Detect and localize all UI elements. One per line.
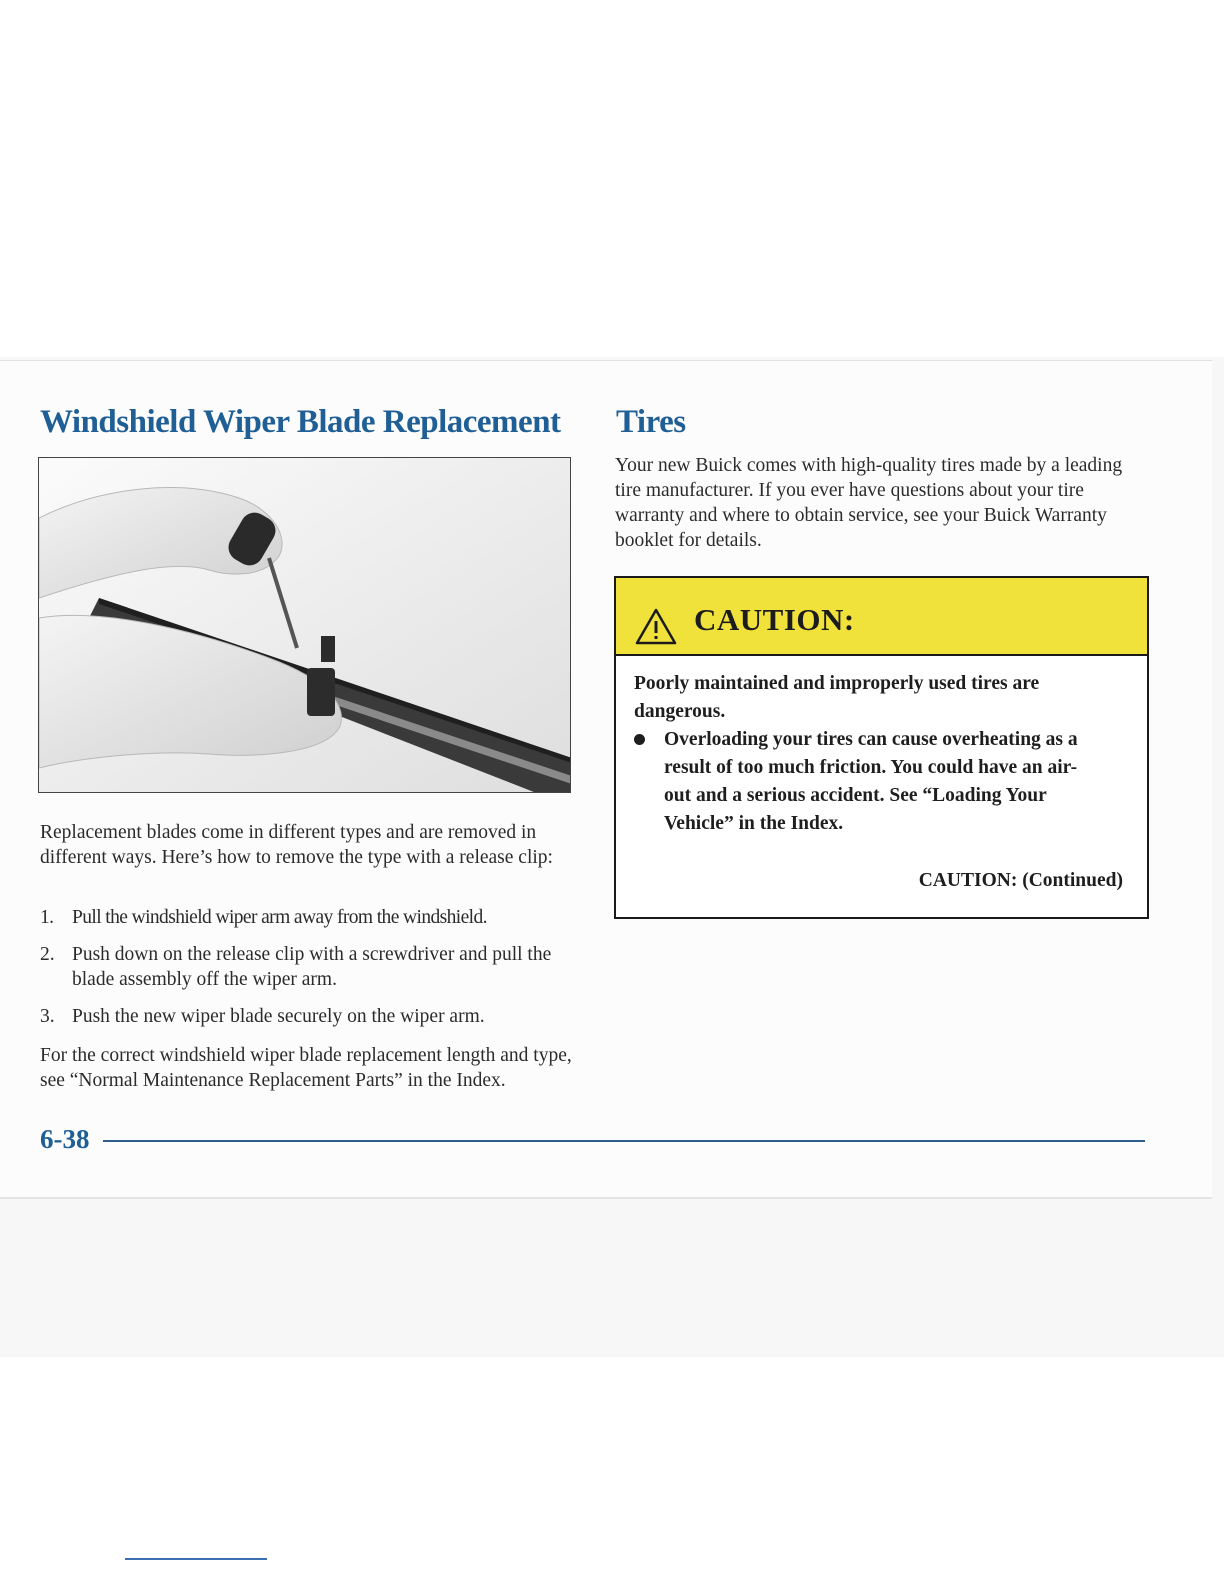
list-item <box>40 905 575 930</box>
caution-continued-label: CAUTION: (Continued) <box>918 870 1123 891</box>
list-item <box>40 1004 575 1029</box>
bullet-icon <box>634 734 645 745</box>
step-text: Push down on the release clip with a screwdriver and pull the blade assembly off the wiper arm. <box>72 944 552 990</box>
wiper-steps-list <box>40 905 575 1041</box>
bottom-rule <box>125 1558 267 1560</box>
tires-intro-paragraph: Your new Buick comes with high-quality tires made by a leading tire manufacturer. If you ever have questions about your tire warranty and where to obtain service, see your Buick Warranty booklet for details. <box>615 455 1123 551</box>
step-text: Push the new wiper blade securely on the wiper arm. <box>72 1006 485 1027</box>
page-number: 6-38 <box>40 1124 90 1154</box>
warning-triangle-icon <box>635 608 677 645</box>
step-number: 1. <box>40 907 54 928</box>
caution-title: CAUTION: <box>694 602 855 637</box>
caution-statement: Poorly maintained and improperly used tires are dangerous. <box>634 673 1040 722</box>
caution-bullet-text: Overloading your tires can cause overheating as a result of too much friction. You could have an air-out and a serious accident. See “Loading Your Vehicle” in the Index. <box>664 729 1078 834</box>
wiper-closing-paragraph: For the correct windshield wiper blade replacement length and type, see “Normal Maintenance Replacement Parts” in the Index. <box>40 1045 572 1091</box>
footer-divider <box>103 1140 1145 1142</box>
caution-box <box>614 576 1149 919</box>
section-heading-wiper: Windshield Wiper Blade Replacement <box>40 404 561 440</box>
section-heading-tires: Tires <box>616 404 686 440</box>
step-text: Pull the windshield wiper arm away from the windshield. <box>72 907 487 928</box>
wiper-blade-illustration <box>39 458 571 793</box>
wiper-blade-photo <box>38 457 571 793</box>
step-number: 2. <box>40 944 55 965</box>
caution-header <box>616 578 1147 656</box>
wiper-intro-paragraph: Replacement blades come in different types and are removed in different ways. Here’s how to remove the type with a release clip: <box>40 822 553 868</box>
step-number: 3. <box>40 1006 55 1027</box>
list-item <box>40 942 575 992</box>
